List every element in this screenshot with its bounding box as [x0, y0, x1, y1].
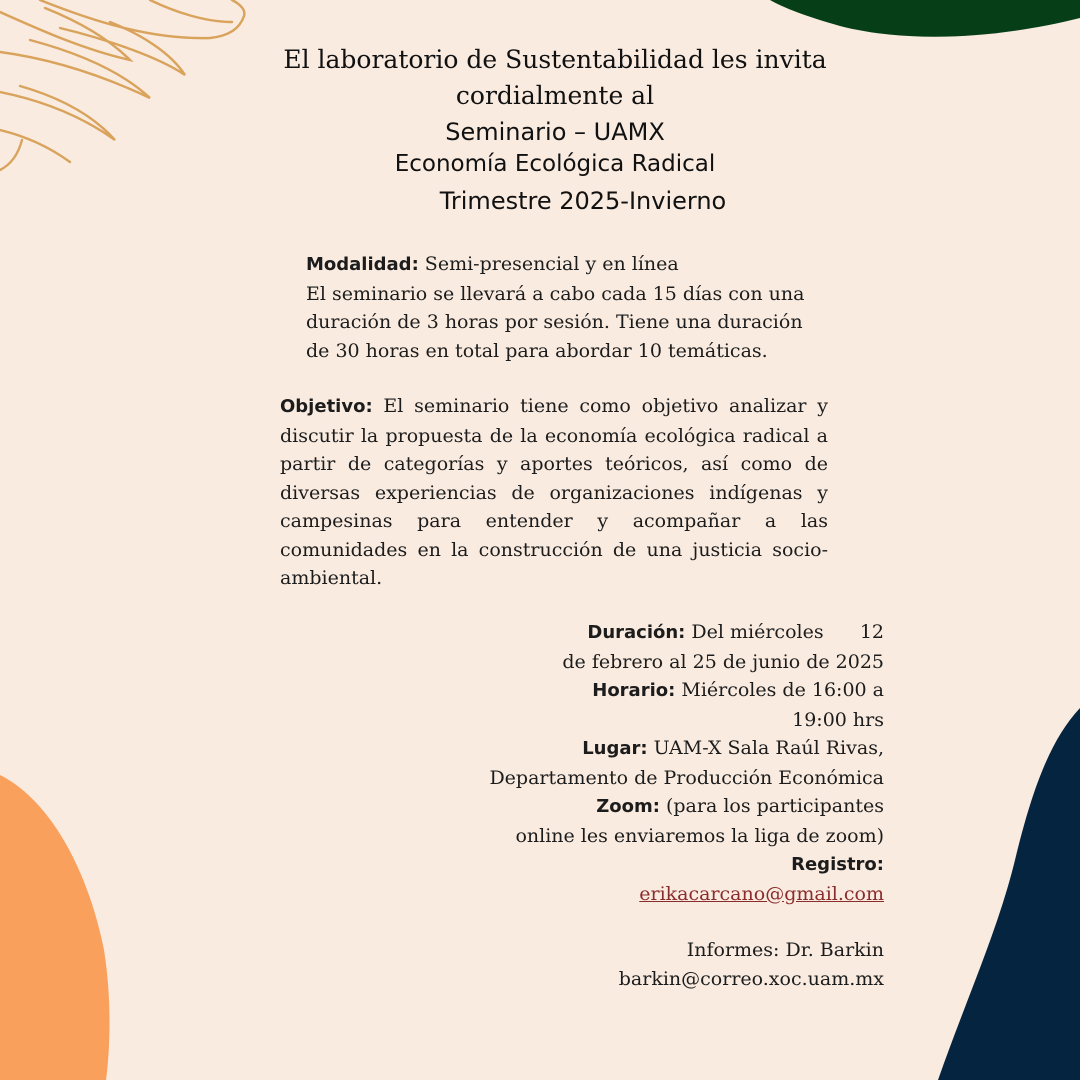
modalidad-section: [306, 250, 846, 365]
modalidad-line-3: de 30 horas en total para abordar 10 temáticas.: [306, 339, 768, 362]
lugar-value: UAM-X Sala Raúl Rivas,: [647, 737, 884, 759]
modalidad-line-1: El seminario se llevará a cabo cada 15 días con una: [306, 282, 805, 305]
seminar-term: Trimestre 2025-Invierno: [439, 187, 727, 215]
duracion-dates: de febrero al 25 de junio de 2025: [562, 650, 884, 673]
zoom-label: Zoom:: [596, 796, 660, 817]
green-blob-shape: [770, 0, 1080, 37]
objetivo-label: Objetivo:: [280, 396, 373, 417]
duracion-value: Del miércoles 12: [685, 621, 884, 643]
zoom-value: (para los participantes: [659, 795, 884, 817]
title-line-1: El laboratorio de Sustentabilidad les invita: [283, 45, 827, 74]
registro-email-link[interactable]: erikacarcano@gmail.com: [639, 882, 884, 905]
registro-label: Registro:: [791, 854, 884, 875]
horario-label: Horario:: [592, 680, 676, 701]
details-section: [420, 618, 884, 993]
orange-blob-shape: [0, 775, 110, 1080]
horario-value: Miércoles de 16:00 a: [675, 679, 884, 701]
informes-email: barkin@correo.xoc.uam.mx: [618, 967, 884, 990]
lugar-label: Lugar:: [582, 738, 648, 759]
zoom-note: online les enviaremos la liga de zoom): [515, 824, 884, 847]
modalidad-line-2: duración de 3 horas por sesión. Tiene una duración: [306, 311, 803, 333]
objetivo-text: El seminario tiene como objetivo analizar y discutir la propuesta de la economía ecológica radical a partir de categorías y aportes teóricos, así como de diversas experiencias de organizaciones indígenas y campesinas para entender y acompañar a las comunidades en la construcción de una justicia socio-ambiental.: [280, 395, 828, 589]
horario-end: 19:00 hrs: [792, 708, 884, 731]
lugar-department: Departamento de Producción Económica: [489, 766, 884, 789]
seminar-name: Seminario – UAMX: [445, 118, 665, 146]
navy-blob-shape: [938, 708, 1080, 1080]
objetivo-section: [280, 392, 828, 593]
seminar-subject: Economía Ecológica Radical: [394, 151, 716, 177]
title-line-2: cordialmente al: [455, 81, 655, 110]
modalidad-value: Semi-presencial y en línea: [418, 253, 679, 275]
modalidad-label: Modalidad:: [306, 254, 419, 275]
duracion-label: Duración:: [587, 622, 686, 643]
invitation-title: [200, 42, 910, 114]
informes-contact: Informes: Dr. Barkin: [686, 939, 884, 961]
